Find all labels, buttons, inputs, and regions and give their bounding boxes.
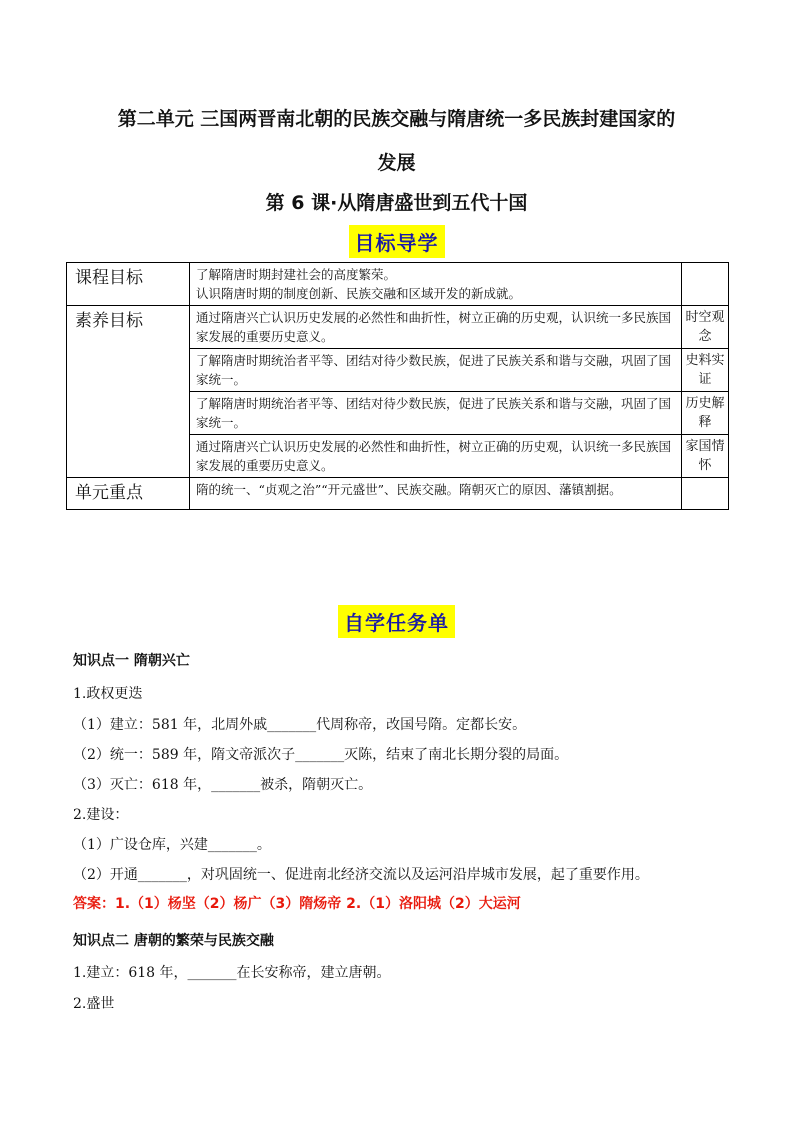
literacy-text: 了解隋唐时期统治者平等、团结对待少数民族，促进了民族关系和谐与交融，巩固了国家统一。: [190, 349, 682, 392]
key-points-label: 单元重点: [67, 478, 190, 510]
kp2-item2: 2.盛世: [73, 996, 115, 1012]
lesson-title: 第 6 课·从隋唐盛世到五代十国: [265, 192, 528, 214]
kp1-item2: 2.建设：: [73, 807, 129, 823]
literacy-text: 通过隋唐兴亡认识历史发展的必然性和曲折性，树立正确的历史观，认识统一多民族国家发展的重要历史意义。: [190, 306, 682, 349]
goals-banner: 目标导学: [349, 225, 445, 258]
literacy-row: [67, 306, 729, 349]
tasks-banner-wrap: [0, 605, 793, 638]
literacy-tag: 历史解释: [682, 392, 729, 435]
kp2-title: 知识点二 唐朝的繁荣与民族交融: [73, 933, 274, 949]
key-points-tag: [682, 478, 729, 510]
kp2-item1: 1.建立：618 年，_______在长安称帝，建立唐朝。: [73, 965, 391, 981]
goals-table: [66, 262, 729, 510]
course-goal-tag: [682, 263, 729, 306]
tasks-banner: 自学任务单: [338, 605, 455, 638]
literacy-label: 素养目标: [67, 306, 190, 478]
course-goal-row: [67, 263, 729, 306]
kp1-item2-1: （1）广设仓库，兴建_______。: [73, 837, 271, 853]
course-goal-label: 课程目标: [67, 263, 190, 306]
key-points-row: [67, 478, 729, 510]
course-goal-line1: 了解隋唐时期封建社会的高度繁荣。: [196, 267, 397, 282]
kp1-item1-3: （3）灭亡：618 年，_______被杀，隋朝灭亡。: [73, 777, 373, 793]
kp1-answer: 答案：1.（1）杨坚（2）杨广（3）隋炀帝 2.（1）洛阳城（2）大运河: [73, 896, 521, 912]
kp1-item2-2: （2）开通_______，对巩固统一、促进南北经济交流以及运河沿岸城市发展，起了重要作用。: [73, 867, 649, 883]
course-goal-line2: 认识隋唐时期的制度创新、民族交融和区域开发的新成就。: [196, 286, 522, 301]
key-points-text: 隋的统一、“贞观之治”“开元盛世”、民族交融。隋朝灭亡的原因、藩镇割据。: [190, 478, 682, 510]
literacy-tag: 家国情怀: [682, 435, 729, 478]
course-goal-text: [190, 263, 682, 306]
literacy-tag: 时空观念: [682, 306, 729, 349]
kp1-title: 知识点一 隋朝兴亡: [73, 653, 190, 669]
unit-title-line1: 第二单元 三国两晋南北朝的民族交融与隋唐统一多民族封建国家的: [117, 108, 676, 130]
goals-banner-wrap: [0, 225, 793, 258]
unit-title-line2: 发展: [377, 152, 416, 174]
literacy-tag: 史料实证: [682, 349, 729, 392]
kp1-item1: 1.政权更迭: [73, 686, 143, 702]
literacy-text: 了解隋唐时期统治者平等、团结对待少数民族，促进了民族关系和谐与交融，巩固了国家统一。: [190, 392, 682, 435]
kp1-item1-2: （2）统一：589 年，隋文帝派次子_______灭陈，结束了南北长期分裂的局面。: [73, 747, 569, 763]
literacy-text: 通过隋唐兴亡认识历史发展的必然性和曲折性，树立正确的历史观，认识统一多民族国家发展的重要历史意义。: [190, 435, 682, 478]
kp1-item1-1: （1）建立：581 年，北周外戚_______代周称帝，改国号隋。定都长安。: [73, 717, 527, 733]
